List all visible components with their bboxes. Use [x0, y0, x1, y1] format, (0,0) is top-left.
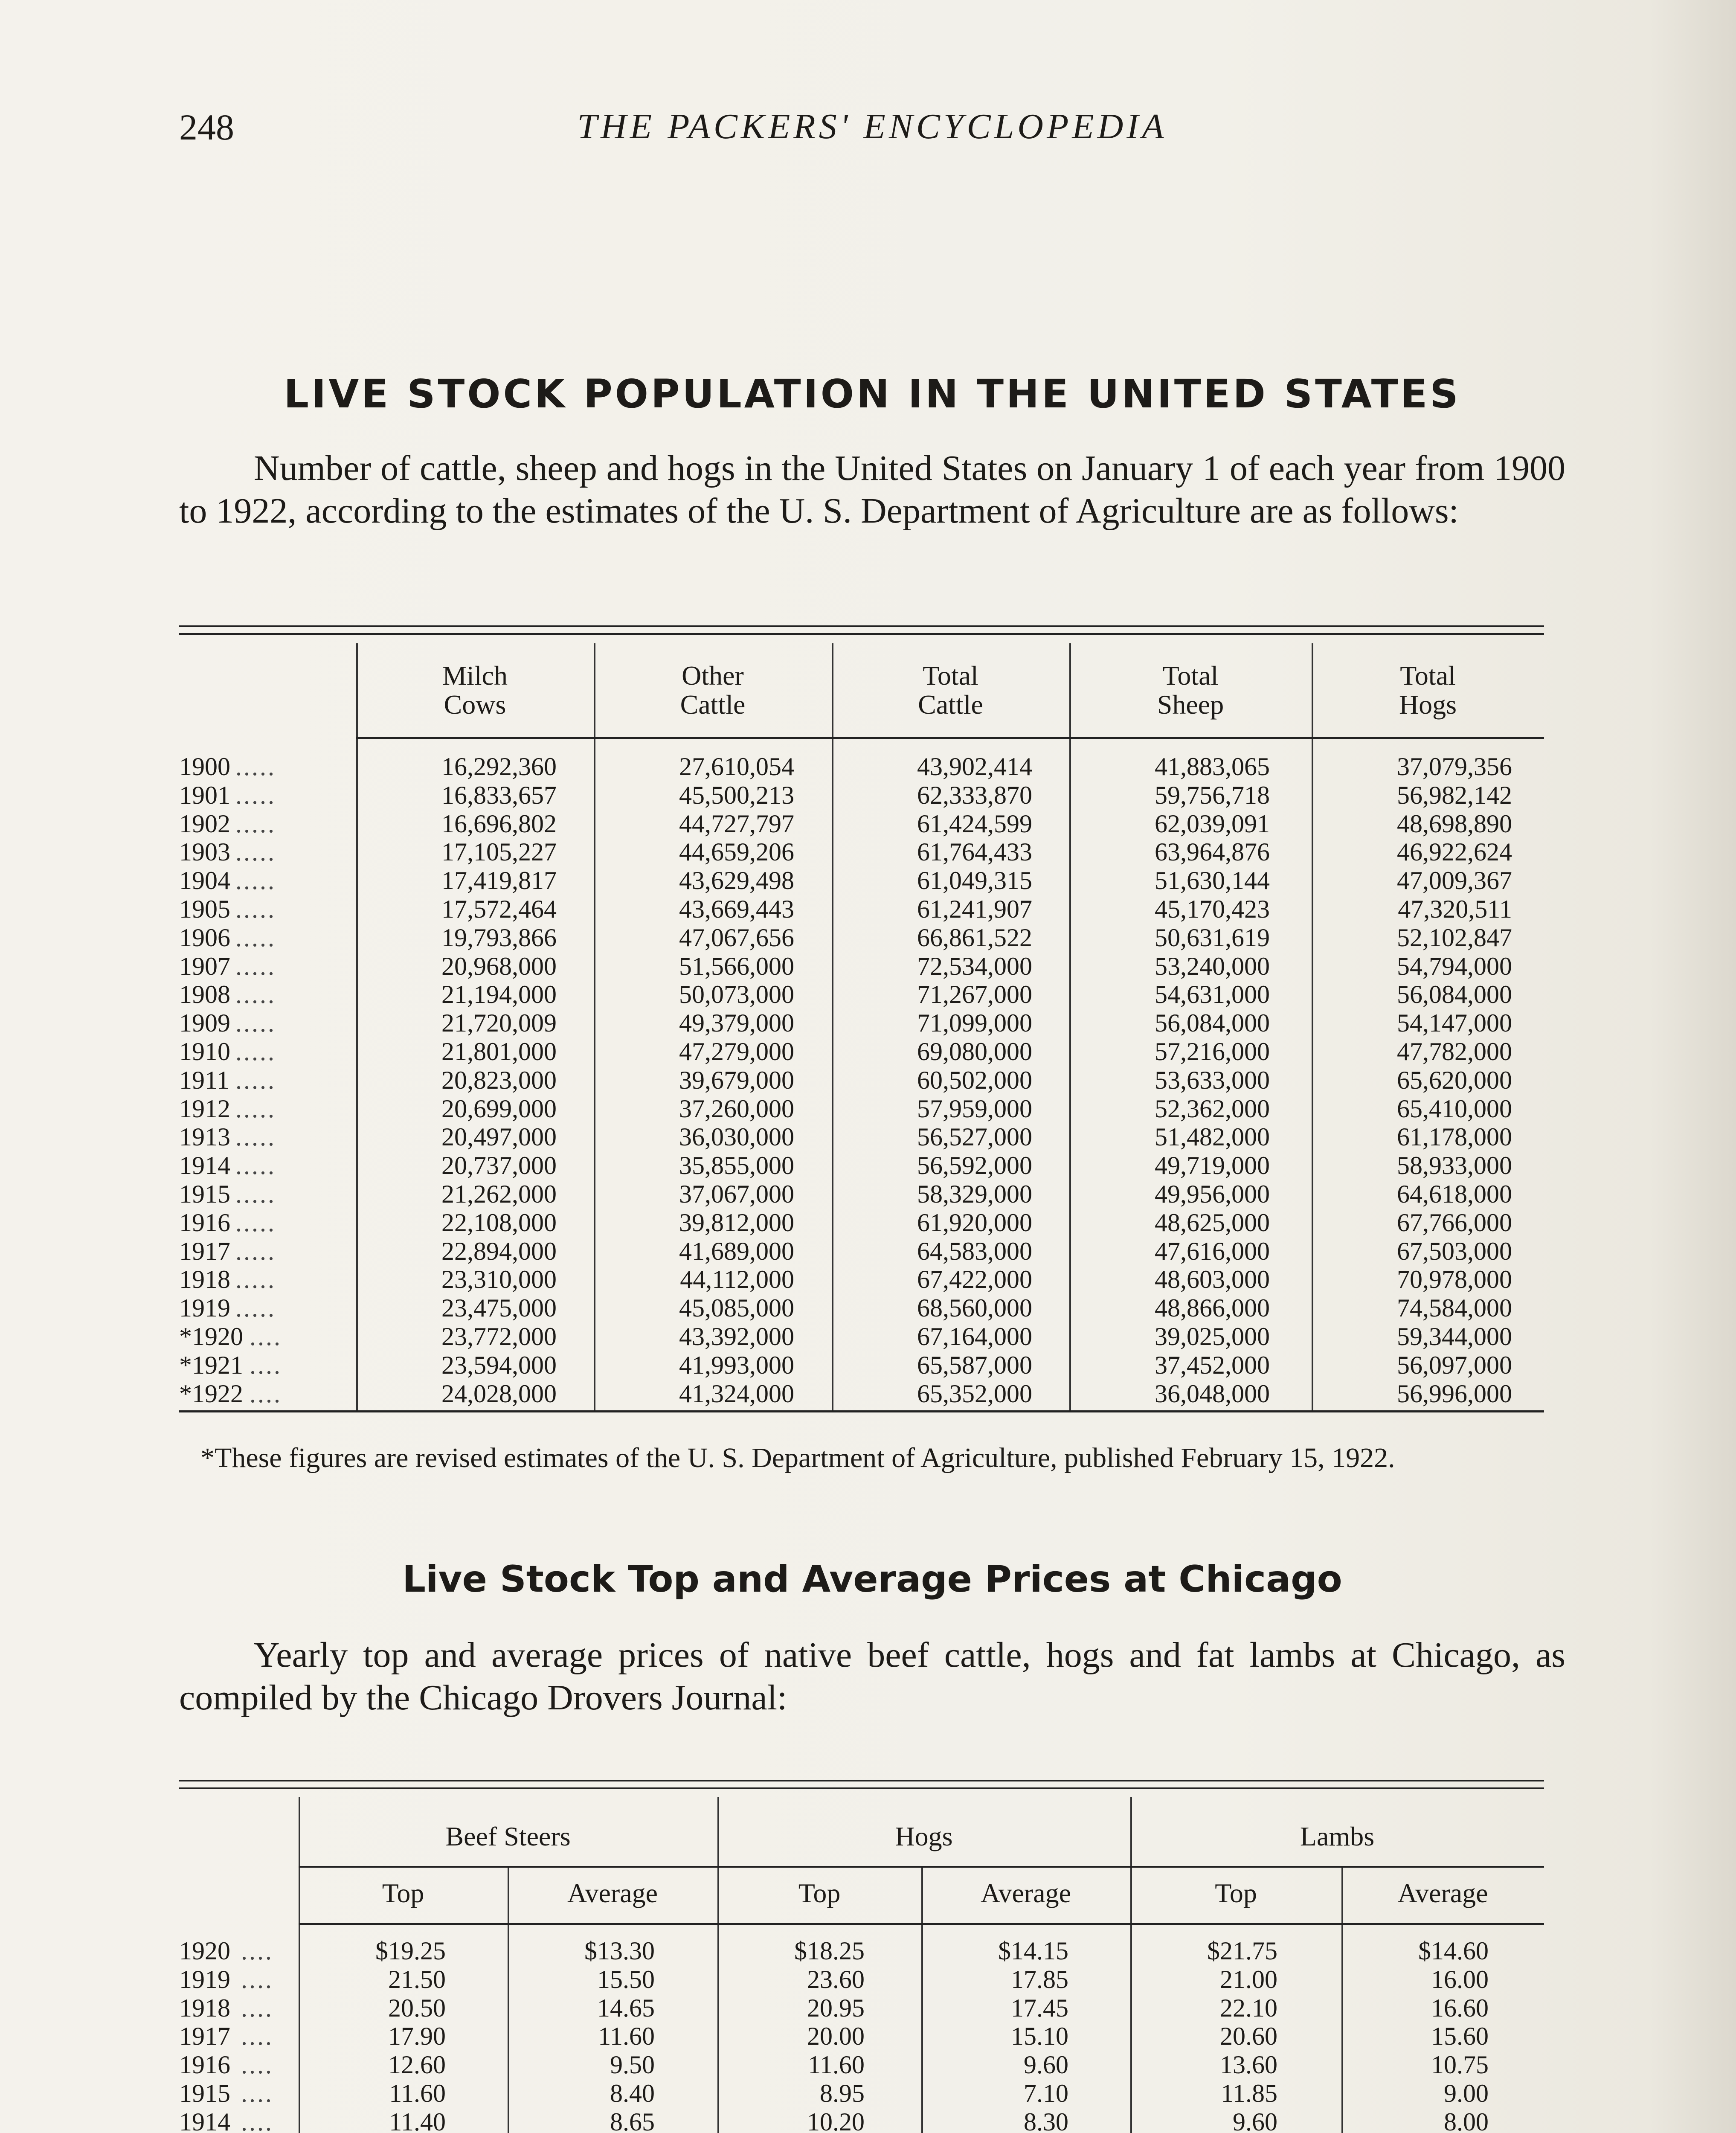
data-cell: 48,866,000 [1155, 1294, 1270, 1322]
data-cell: 49,719,000 [1155, 1151, 1270, 1180]
data-cell: 21,801,000 [441, 1037, 557, 1066]
price-cell: 11.60 [389, 2079, 446, 2107]
price-cell: $14.15 [998, 1937, 1068, 1965]
price-cell: 20.00 [807, 2022, 865, 2051]
price-cell: 9.00 [1444, 2079, 1489, 2107]
price-cell: $14.60 [1418, 1937, 1489, 1965]
data-cell: 72,534,000 [917, 952, 1032, 980]
data-cell: 21,194,000 [441, 980, 557, 1009]
data-cell: 63,964,876 [1155, 838, 1270, 866]
data-cell: 37,067,000 [679, 1180, 794, 1208]
data-cell: 23,772,000 [441, 1322, 557, 1351]
leader-dots: .... [241, 1994, 273, 2022]
data-cell: 56,982,142 [1397, 781, 1512, 809]
price-cell: 23.60 [807, 1965, 865, 1994]
running-title: THE PACKERS' ENCYCLOPEDIA [577, 107, 1167, 146]
data-cell: 23,594,000 [441, 1351, 557, 1379]
data-cell: 36,048,000 [1155, 1379, 1270, 1408]
data-cell: 66,861,522 [917, 923, 1032, 952]
data-cell: 65,587,000 [917, 1351, 1032, 1379]
data-cell: 17,419,817 [441, 866, 557, 895]
column-header-line: Total [923, 660, 978, 691]
price-cell: 17.85 [1011, 1965, 1068, 1994]
data-cell: 56,084,000 [1397, 980, 1512, 1009]
row-year: *1920 [179, 1322, 243, 1351]
data-cell: 24,028,000 [441, 1379, 557, 1408]
data-cell: 49,379,000 [679, 1009, 794, 1037]
leader-dots: .... [241, 2107, 273, 2133]
column-header [356, 661, 594, 719]
leader-dots: ..... [235, 781, 276, 809]
row-year: 1906 [179, 923, 230, 952]
price-cell: 16.60 [1431, 1994, 1489, 2022]
data-cell: 57,216,000 [1155, 1037, 1270, 1066]
price-cell: 11.60 [598, 2022, 655, 2051]
data-cell: 50,631,619 [1155, 923, 1270, 952]
data-cell: 53,240,000 [1155, 952, 1270, 980]
price-cell: $21.75 [1207, 1937, 1277, 1965]
price-cell: 10.75 [1431, 2051, 1489, 2079]
leader-dots: ..... [235, 866, 276, 895]
data-cell: 65,620,000 [1397, 1066, 1512, 1094]
data-cell: 44,727,797 [679, 809, 794, 838]
data-cell: 71,267,000 [917, 980, 1032, 1009]
subcolumn-header: Top [1215, 1878, 1257, 1908]
data-cell: 20,823,000 [441, 1066, 557, 1094]
data-cell: 35,855,000 [679, 1151, 794, 1180]
leader-dots: ..... [235, 1009, 276, 1037]
data-cell: 50,073,000 [679, 980, 794, 1009]
data-cell: 17,105,227 [441, 838, 557, 866]
data-cell: 46,922,624 [1397, 838, 1512, 866]
row-year: 1918 [179, 1265, 230, 1294]
data-cell: 19,793,866 [441, 923, 557, 952]
row-year: 1907 [179, 952, 230, 980]
leader-dots: ..... [235, 895, 276, 923]
leader-dots: ..... [235, 838, 276, 866]
data-cell: 59,756,718 [1155, 781, 1270, 809]
leader-dots: .... [241, 2079, 273, 2107]
row-year: 1910 [179, 1037, 230, 1066]
data-cell: 47,279,000 [679, 1037, 794, 1066]
leader-dots: ..... [235, 1066, 276, 1094]
column-header-line: Other [682, 660, 744, 691]
price-cell: 15.60 [1431, 2022, 1489, 2051]
data-cell: 51,630,144 [1155, 866, 1270, 895]
group-header: Beef Steers [445, 1821, 571, 1851]
data-cell: 53,633,000 [1155, 1066, 1270, 1094]
data-cell: 57,959,000 [917, 1094, 1032, 1123]
group-header: Hogs [895, 1821, 953, 1851]
data-cell: 65,410,000 [1397, 1094, 1512, 1123]
row-year: 1915 [179, 1180, 230, 1208]
data-cell: 44,659,206 [679, 838, 794, 866]
row-year: 1903 [179, 838, 230, 866]
data-cell: 54,631,000 [1155, 980, 1270, 1009]
row-year: 1920 [179, 1937, 230, 1965]
price-cell: 7.10 [1024, 2079, 1068, 2107]
leader-dots: ..... [235, 1208, 276, 1237]
column-header [594, 661, 832, 719]
header-underline [356, 737, 1544, 739]
data-cell: 61,178,000 [1397, 1123, 1512, 1151]
data-cell: 47,616,000 [1155, 1237, 1270, 1265]
subcolumn-header: Top [798, 1878, 841, 1908]
data-cell: 64,618,000 [1397, 1180, 1512, 1208]
leader-dots: ..... [235, 1037, 276, 1066]
row-year: 1909 [179, 1009, 230, 1037]
row-year: 1914 [179, 2107, 230, 2133]
population-intro: Number of cattle, sheep and hogs in the United States on January 1 of each year from 1900 to 1922, according to the estimates of the U. S. Department of Agriculture are as follows: [179, 448, 1565, 531]
leader-dots: ..... [235, 1265, 276, 1294]
data-cell: 56,996,000 [1397, 1379, 1512, 1408]
subcolumn-header: Average [981, 1878, 1071, 1908]
data-cell: 47,009,367 [1397, 866, 1512, 895]
row-year: 1904 [179, 866, 230, 895]
data-cell: 43,629,498 [679, 866, 794, 895]
data-cell: 17,572,464 [441, 895, 557, 923]
price-cell: 22.10 [1220, 1994, 1277, 2022]
data-cell: 74,584,000 [1397, 1294, 1512, 1322]
data-cell: 64,583,000 [917, 1237, 1032, 1265]
data-cell: 62,039,091 [1155, 809, 1270, 838]
data-cell: 20,737,000 [441, 1151, 557, 1180]
data-cell: 67,422,000 [917, 1265, 1032, 1294]
data-cell: 16,696,802 [441, 809, 557, 838]
price-cell: 11.40 [389, 2107, 446, 2133]
data-cell: 48,603,000 [1155, 1265, 1270, 1294]
row-year: 1913 [179, 1123, 230, 1151]
price-cell: 11.60 [808, 2051, 865, 2079]
row-year: 1919 [179, 1965, 230, 1994]
price-cell: 8.65 [610, 2107, 655, 2133]
data-cell: 41,689,000 [679, 1237, 794, 1265]
price-cell: 12.60 [388, 2051, 446, 2079]
data-cell: 49,956,000 [1155, 1180, 1270, 1208]
data-cell: 56,592,000 [917, 1151, 1032, 1180]
subcolumn-header: Average [567, 1878, 658, 1908]
column-header-line: Total [1400, 660, 1456, 691]
row-year: 1914 [179, 1151, 230, 1180]
data-cell: 45,170,423 [1155, 895, 1270, 923]
table-bottom-rule [179, 1410, 1544, 1412]
data-cell: 67,164,000 [917, 1322, 1032, 1351]
price-cell: $13.30 [584, 1937, 655, 1965]
leader-dots: ..... [235, 1180, 276, 1208]
row-year: 1918 [179, 1994, 230, 2022]
row-year: 1917 [179, 2022, 230, 2051]
price-cell: 21.00 [1220, 1965, 1277, 1994]
price-cell: 21.50 [388, 1965, 446, 1994]
header-underline [299, 1923, 1544, 1925]
page-number: 248 [179, 107, 234, 148]
data-cell: 47,782,000 [1397, 1037, 1512, 1066]
leader-dots: ..... [235, 809, 276, 838]
leader-dots: ..... [235, 1123, 276, 1151]
data-cell: 47,067,656 [679, 923, 794, 952]
page-header [179, 106, 1565, 153]
data-cell: 23,310,000 [441, 1265, 557, 1294]
data-cell: 22,894,000 [441, 1237, 557, 1265]
column-header [1312, 661, 1544, 719]
data-cell: 70,978,000 [1397, 1265, 1512, 1294]
data-cell: 16,833,657 [441, 781, 557, 809]
row-year: *1922 [179, 1379, 243, 1408]
price-cell: 15.50 [597, 1965, 655, 1994]
data-cell: 60,502,000 [917, 1066, 1032, 1094]
section-title-prices: Live Stock Top and Average Prices at Chicago [402, 1558, 1342, 1601]
leader-dots: ..... [235, 1294, 276, 1322]
leader-dots: .... [250, 1322, 282, 1351]
data-cell: 58,329,000 [917, 1180, 1032, 1208]
data-cell: 39,679,000 [679, 1066, 794, 1094]
row-year: 1916 [179, 1208, 230, 1237]
data-cell: 23,475,000 [441, 1294, 557, 1322]
data-cell: 22,108,000 [441, 1208, 557, 1237]
data-cell: 48,698,890 [1397, 809, 1512, 838]
data-cell: 61,424,599 [917, 809, 1032, 838]
data-cell: 56,527,000 [917, 1123, 1032, 1151]
price-cell: 8.00 [1444, 2107, 1489, 2133]
price-cell: 9.50 [610, 2051, 655, 2079]
data-cell: 20,968,000 [441, 952, 557, 980]
row-year: 1902 [179, 809, 230, 838]
data-cell: 61,241,907 [917, 895, 1032, 923]
price-cell: 20.50 [388, 1994, 446, 2022]
data-cell: 56,097,000 [1397, 1351, 1512, 1379]
data-cell: 52,102,847 [1397, 923, 1512, 952]
data-cell: 39,025,000 [1155, 1322, 1270, 1351]
table-top-rule [179, 1780, 1544, 1789]
row-year: 1905 [179, 895, 230, 923]
column-header-line: Hogs [1399, 689, 1457, 720]
data-cell: 48,625,000 [1155, 1208, 1270, 1237]
data-cell: 71,099,000 [917, 1009, 1032, 1037]
group-header: Lambs [1300, 1821, 1375, 1851]
row-year: 1911 [179, 1066, 229, 1094]
data-cell: 52,362,000 [1155, 1094, 1270, 1123]
price-cell: 14.65 [597, 1994, 655, 2022]
data-cell: 47,320,511 [1398, 895, 1512, 923]
column-header-line: Cows [444, 689, 506, 720]
data-cell: 45,500,213 [679, 781, 794, 809]
leader-dots: ..... [235, 1237, 276, 1265]
row-year: 1917 [179, 1237, 230, 1265]
data-cell: 36,030,000 [679, 1123, 794, 1151]
column-header-line: Sheep [1157, 689, 1224, 720]
data-cell: 21,262,000 [441, 1180, 557, 1208]
price-cell: 8.95 [820, 2079, 865, 2107]
data-cell: 37,260,000 [679, 1094, 794, 1123]
data-cell: 43,902,414 [917, 753, 1032, 781]
data-cell: 27,610,054 [679, 753, 794, 781]
row-year: 1919 [179, 1294, 230, 1322]
leader-dots: .... [250, 1379, 282, 1408]
data-cell: 67,766,000 [1397, 1208, 1512, 1237]
data-cell: 51,566,000 [679, 952, 794, 980]
row-year: 1915 [179, 2079, 230, 2107]
row-year: 1912 [179, 1094, 230, 1123]
leader-dots: ..... [235, 980, 276, 1009]
row-year: 1908 [179, 980, 230, 1009]
price-cell: 17.45 [1011, 1994, 1068, 2022]
subcolumn-header: Top [382, 1878, 424, 1908]
price-cell: 15.10 [1011, 2022, 1068, 2051]
price-cell: 20.60 [1220, 2022, 1277, 2051]
data-cell: 61,920,000 [917, 1208, 1032, 1237]
row-year: 1900 [179, 753, 230, 781]
column-header-line: Total [1162, 660, 1219, 691]
population-footnote: *These figures are revised estimates of the U. S. Department of Agriculture, published February 15, 1922. [200, 1442, 1395, 1473]
row-year: *1921 [179, 1351, 243, 1379]
data-cell: 41,993,000 [679, 1351, 794, 1379]
data-cell: 58,933,000 [1397, 1151, 1512, 1180]
leader-dots: .... [241, 2022, 273, 2051]
data-cell: 44,112,000 [680, 1265, 794, 1294]
row-year: 1901 [179, 781, 230, 809]
data-cell: 43,669,443 [679, 895, 794, 923]
data-cell: 39,812,000 [679, 1208, 794, 1237]
data-cell: 54,794,000 [1397, 952, 1512, 980]
data-cell: 16,292,360 [441, 753, 557, 781]
leader-dots: .... [241, 2051, 273, 2079]
leader-dots: .... [250, 1351, 282, 1379]
group-underline [299, 1866, 1544, 1868]
price-cell: 9.60 [1233, 2107, 1277, 2133]
data-cell: 61,049,315 [917, 866, 1032, 895]
price-cell: $19.25 [375, 1937, 446, 1965]
price-cell: 20.95 [807, 1994, 865, 2022]
data-cell: 54,147,000 [1397, 1009, 1512, 1037]
data-cell: 61,764,433 [917, 838, 1032, 866]
data-cell: 20,699,000 [441, 1094, 557, 1123]
leader-dots: .... [241, 1965, 273, 1994]
price-cell: 8.30 [1024, 2107, 1068, 2133]
leader-dots: ..... [235, 952, 276, 980]
price-cell: $18.25 [794, 1937, 865, 1965]
data-cell: 43,392,000 [679, 1322, 794, 1351]
row-year: 1916 [179, 2051, 230, 2079]
table-top-rule [179, 625, 1544, 635]
data-cell: 45,085,000 [679, 1294, 794, 1322]
price-cell: 10.20 [807, 2107, 865, 2133]
section-title-population: LIVE STOCK POPULATION IN THE UNITED STATES [284, 371, 1461, 417]
data-cell: 37,079,356 [1397, 753, 1512, 781]
leader-dots: ..... [235, 753, 276, 781]
price-cell: 17.90 [388, 2022, 446, 2051]
data-cell: 59,344,000 [1397, 1322, 1512, 1351]
leader-dots: .... [241, 1937, 273, 1965]
price-cell: 9.60 [1024, 2051, 1068, 2079]
data-cell: 41,324,000 [679, 1379, 794, 1408]
data-cell: 51,482,000 [1155, 1123, 1270, 1151]
price-cell: 13.60 [1220, 2051, 1277, 2079]
subcolumn-header: Average [1397, 1878, 1488, 1908]
price-cell: 16.00 [1431, 1965, 1489, 1994]
leader-dots: ..... [235, 1151, 276, 1180]
data-cell: 21,720,009 [441, 1009, 557, 1037]
leader-dots: ..... [235, 923, 276, 952]
prices-intro: Yearly top and average prices of native beef cattle, hogs and fat lambs at Chicago, as compiled by the Chicago Drovers Journal: [179, 1635, 1565, 1717]
column-header-line: Cattle [680, 689, 746, 720]
data-cell: 41,883,065 [1155, 753, 1270, 781]
column-header-line: Milch [442, 660, 508, 691]
data-cell: 65,352,000 [917, 1379, 1032, 1408]
data-cell: 37,452,000 [1155, 1351, 1270, 1379]
column-header-line: Cattle [918, 689, 983, 720]
price-cell: 8.40 [610, 2079, 655, 2107]
column-header [1069, 661, 1312, 719]
data-cell: 62,333,870 [917, 781, 1032, 809]
price-cell: 11.85 [1221, 2079, 1277, 2107]
data-cell: 69,080,000 [917, 1037, 1032, 1066]
leader-dots: ..... [235, 1094, 276, 1123]
column-header [832, 661, 1069, 719]
data-cell: 67,503,000 [1397, 1237, 1512, 1265]
data-cell: 68,560,000 [917, 1294, 1032, 1322]
data-cell: 20,497,000 [441, 1123, 557, 1151]
data-cell: 56,084,000 [1155, 1009, 1270, 1037]
